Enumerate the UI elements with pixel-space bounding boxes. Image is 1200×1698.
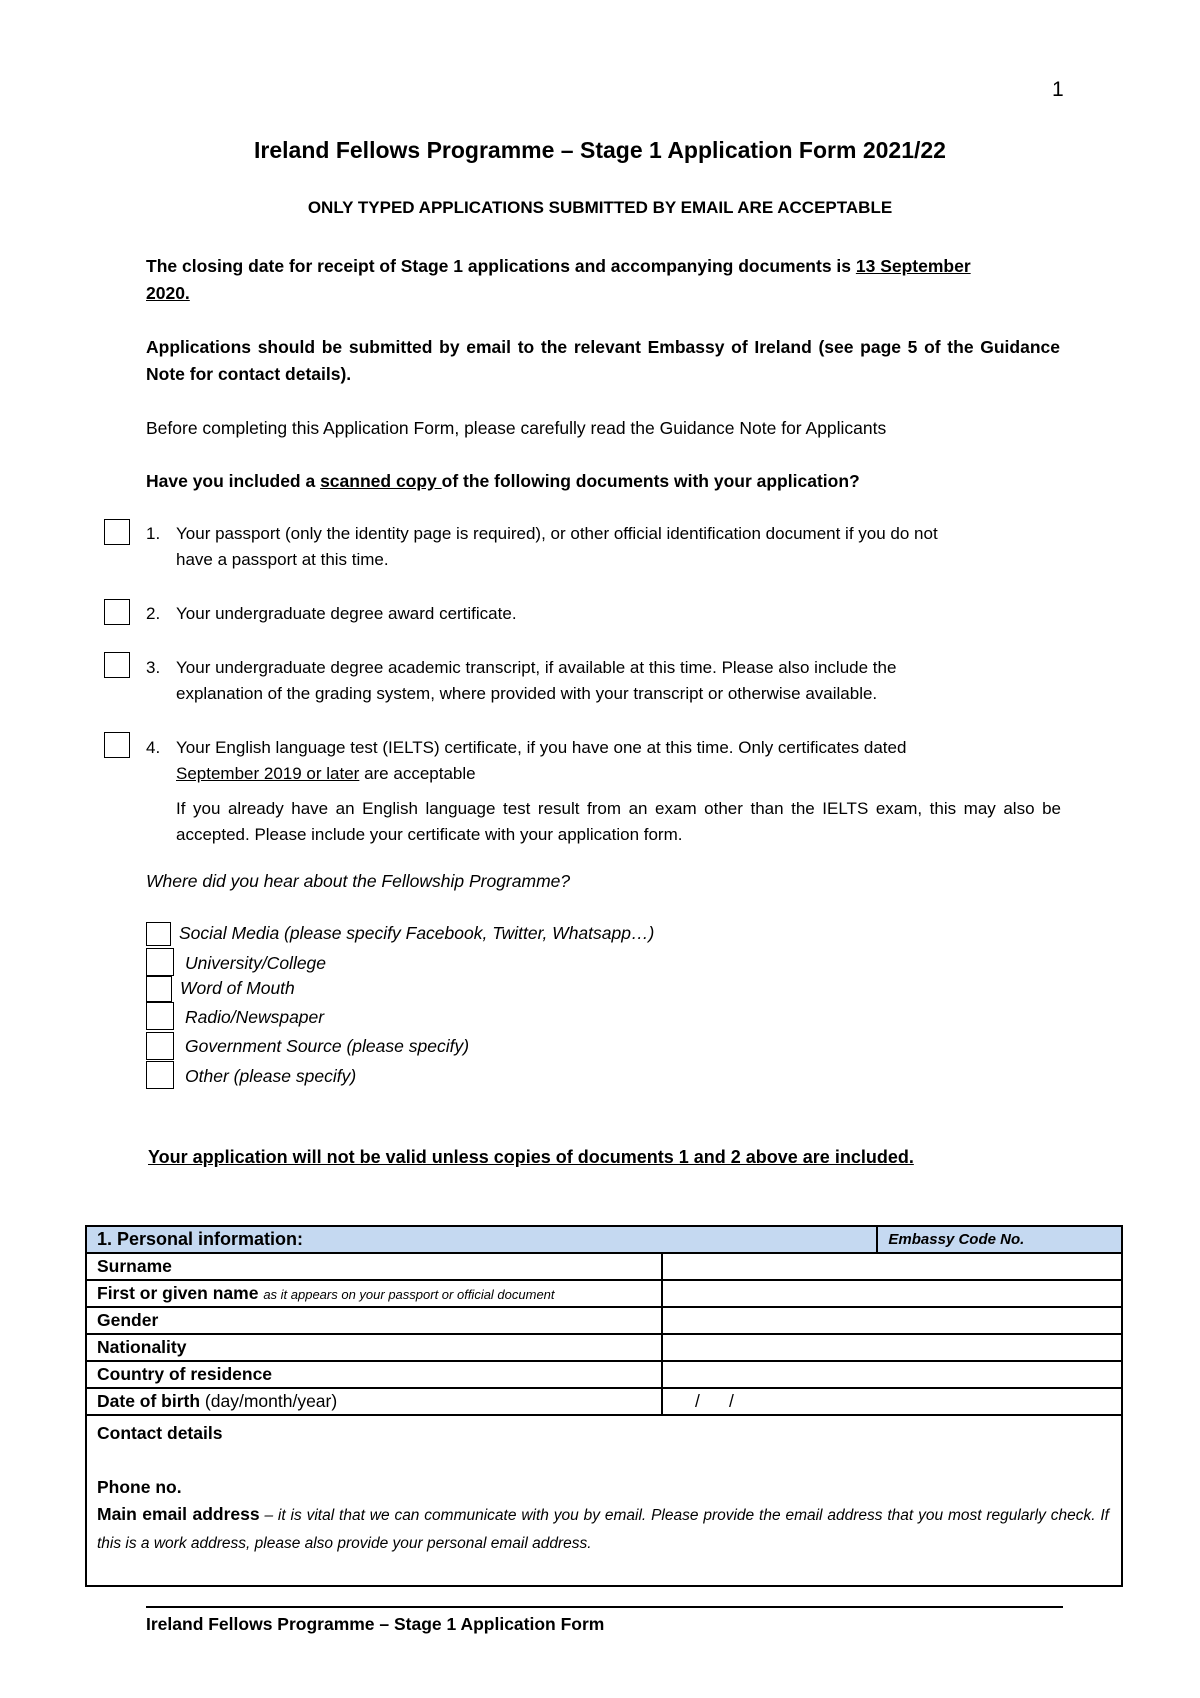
documents-question	[146, 468, 1060, 495]
document-text: explanation of the grading system, where provided with your transcript or otherwise available.	[176, 684, 878, 703]
typed-applications-notice: ONLY TYPED APPLICATIONS SUBMITTED BY EMAIL ARE ACCEPTABLE	[307, 198, 893, 217]
closing-date-text: The closing date for receipt of Stage 1 applications and accompanying documents is	[146, 256, 856, 276]
question-prefix: Have you included a	[146, 471, 321, 491]
contact-details-label: Contact details	[97, 1423, 223, 1443]
ielts-alternative-note: If you already have an English language test result from an exam other than the IELTS exam, this may also be accepted. Please include your certificate with your application form.	[176, 799, 1061, 844]
gender-field[interactable]	[662, 1307, 1122, 1334]
guidance-paragraph: Before completing this Application Form, please carefully read the Guidance Note for Applicants	[146, 418, 887, 438]
closing-date-day: 13 September	[855, 256, 971, 276]
document-2-checkbox[interactable]	[104, 599, 130, 625]
option-radio-newspaper: Radio/Newspaper	[185, 1007, 325, 1027]
social-media-checkbox[interactable]	[146, 922, 171, 946]
document-text: have a passport at this time.	[176, 550, 389, 569]
option-word-of-mouth: Word of Mouth	[180, 978, 295, 998]
dob-label-text: Date of birth	[97, 1391, 201, 1411]
document-3-checkbox[interactable]	[104, 652, 130, 678]
surname-field[interactable]	[662, 1253, 1122, 1280]
embassy-code-label: Embassy Code No.	[877, 1226, 1122, 1253]
nationality-field[interactable]	[662, 1334, 1122, 1361]
submission-paragraph: Applications should be submitted by email to the relevant Embassy of Ireland (see page 5 of the Guidance Note for contact details).	[146, 337, 1060, 384]
dob-field[interactable]	[662, 1388, 1122, 1415]
dob-separators: / /	[694, 1391, 734, 1411]
surname-label: Surname	[86, 1253, 662, 1280]
gender-label: Gender	[86, 1307, 662, 1334]
word-of-mouth-checkbox[interactable]	[146, 976, 172, 1002]
option-university: University/College	[185, 953, 327, 973]
contact-details-cell[interactable]	[86, 1415, 1122, 1586]
document-number: 3.	[146, 658, 161, 677]
question-suffix: of the following documents with your application?	[441, 471, 860, 491]
government-source-checkbox[interactable]	[146, 1032, 174, 1060]
email-note: – it is vital that we can communicate with you by email. Please provide the email address that you most regularly check. If this is a work address, please also provide your personal email address.	[97, 1507, 1109, 1552]
email-paragraph	[97, 1501, 1109, 1557]
given-name-note: as it appears on your passport or official document	[263, 1287, 555, 1302]
document-text: Your passport (only the identity page is required), or other official identification document if you do not	[176, 524, 938, 543]
radio-newspaper-checkbox[interactable]	[146, 1002, 174, 1030]
personal-info-header: 1. Personal information:	[86, 1226, 877, 1253]
document-number: 4.	[146, 738, 161, 757]
option-government-source: Government Source (please specify)	[185, 1036, 470, 1056]
other-checkbox[interactable]	[146, 1061, 174, 1089]
given-name-label	[86, 1280, 662, 1307]
dob-format: (day/month/year)	[200, 1391, 338, 1411]
option-social-media: Social Media (please specify Facebook, Twitter, Whatsapp…)	[179, 923, 655, 943]
date-requirement: September 2019 or later	[176, 764, 360, 783]
given-name-text: First or given name	[97, 1283, 259, 1303]
document-4-checkbox[interactable]	[104, 732, 130, 758]
document-text	[176, 761, 1056, 787]
footer-divider	[146, 1606, 1063, 1608]
closing-date-year: 2020.	[146, 283, 190, 303]
validity-warning: Your application will not be valid unless copies of documents 1 and 2 above are included.	[148, 1147, 914, 1167]
document-number: 1.	[146, 524, 161, 543]
email-label: Main email address	[97, 1504, 260, 1524]
document-1-checkbox[interactable]	[104, 519, 130, 545]
document-text: Your undergraduate degree academic transcript, if available at this time. Please also include the	[176, 658, 897, 677]
document-number: 2.	[146, 604, 161, 623]
date-requirement-rest: are acceptable	[359, 764, 476, 783]
residence-field[interactable]	[662, 1361, 1122, 1388]
residence-label: Country of residence	[86, 1361, 662, 1388]
dob-label	[86, 1388, 662, 1415]
personal-information-table	[85, 1225, 1123, 1587]
nationality-label: Nationality	[86, 1334, 662, 1361]
given-name-field[interactable]	[662, 1280, 1122, 1307]
phone-label: Phone no.	[97, 1477, 182, 1497]
document-text: Your English language test (IELTS) certificate, if you have one at this time. Only certificates dated	[176, 738, 907, 757]
page-title: Ireland Fellows Programme – Stage 1 Application Form 2021/22	[254, 137, 946, 163]
closing-date-paragraph	[146, 253, 1060, 307]
footer-text: Ireland Fellows Programme – Stage 1 Application Form	[146, 1614, 605, 1634]
question-underlined: scanned copy	[320, 471, 442, 491]
hear-about-question: Where did you hear about the Fellowship Programme?	[146, 871, 571, 891]
page-number: 1	[1052, 78, 1064, 101]
university-checkbox[interactable]	[146, 948, 174, 976]
document-text: Your undergraduate degree award certificate.	[176, 604, 517, 623]
option-other: Other (please specify)	[185, 1066, 357, 1086]
